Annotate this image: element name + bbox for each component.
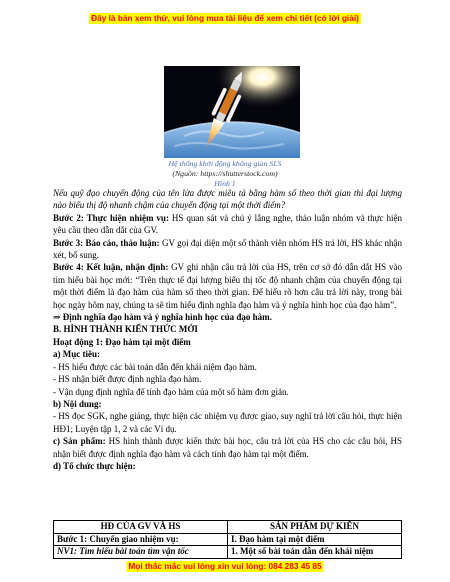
table-header: HĐ CỦA GV VÀ HS: [54, 521, 228, 534]
objectives-heading: a) Mục tiêu:: [53, 349, 100, 360]
preview-banner: Đây là bản xem thử, vui lòng mua tài liệu để xem chi tiết (có lời giải): [91, 13, 359, 23]
table-row: [54, 533, 402, 546]
step-2-text: HS quan sát và chú ý lắng nghe, thảo luận nhóm và thực hiện yêu cầu theo dẫn dắt của GV.: [53, 212, 402, 236]
rocket-illustration: [164, 66, 300, 158]
section-heading: B. HÌNH THÀNH KIẾN THỨC MỚI: [53, 324, 198, 335]
organization-heading: d) Tổ chức thực hiện:: [53, 460, 136, 471]
table-header: SẢN PHẨM DỰ KIẾN: [228, 521, 402, 534]
activity-table: [53, 520, 402, 559]
step-4: [53, 261, 402, 311]
content-heading: b) Nội dung:: [53, 398, 102, 409]
table-cell: NV1: Tìm hiểu bài toán tìm vận tốc: [54, 546, 228, 559]
step-3: [53, 237, 402, 262]
step-3-text: GV gọi đại diện một số thành viên nhóm HS trả lời, HS khác nhận xét, bổ sung.: [53, 237, 402, 261]
product: [53, 435, 402, 460]
objective-item: - Vận dụng định nghĩa để tính đạo hàm của một số hàm đơn giản.: [53, 386, 289, 397]
table-header-row: [54, 521, 402, 534]
conclusion: ⇒ Định nghĩa đạo hàm và ý nghĩa hình học của đạo hàm.: [53, 312, 272, 323]
objective-item: - HS nhận biết được định nghĩa đạo hàm.: [53, 374, 202, 385]
table-cell: 1. Một số bài toán dẫn đến khái niệm: [228, 546, 402, 559]
figure-caption-source: (Nguồn: https://shutterstock.com): [172, 169, 278, 178]
step-4-text: GV ghi nhận câu trả lời của HS, trên cơ sở đó dẫn dắt HS vào tìm hiểu bài học mới: “Trên thực tế đại lượng biểu thị tốc độ nhanh chậm của chuyển động tại một thời điểm là đạo hàm của hàm số theo thời gian. Để hiểu rõ hơn câu trả lời này, trong bài học ngày hôm nay, chúng ta sẽ tìm hiểu định nghĩa đạo hàm và ý nghĩa hình học của đạo hàm”.: [53, 262, 402, 310]
question-text: Nếu quỹ đạo chuyển động của tên lửa được miêu tả bằng hàm số theo thời gian thì đại lượng nào biểu thị độ nhanh chậm của chuyển động tại một thời điểm?: [53, 188, 402, 211]
table-row: [54, 546, 402, 559]
step-2-label: Bước 2: Thực hiện nhiệm vụ:: [53, 212, 169, 223]
objective-item: - HS hiểu được các bài toán dẫn đến khái niệm đạo hàm.: [53, 361, 257, 372]
step-4-label: Bước 4: Kết luận, nhận định:: [53, 262, 169, 273]
table-cell: Bước 1: Chuyển giao nhiệm vụ:: [54, 533, 228, 546]
contact-banner: Mọi thắc mắc vui lòng xin vui lòng: 084 283 45 85: [128, 561, 322, 571]
activity-heading: Hoạt động 1: Đạo hàm tại một điểm: [53, 336, 191, 347]
document-body: [53, 187, 402, 472]
step-3-label: Bước 3: Báo cáo, thảo luận:: [53, 237, 160, 248]
table-cell: I. Đạo hàm tại một điểm: [228, 533, 402, 546]
product-text: HS hình thành được kiến thức bài học, câu trả lời của HS cho các câu hỏi, HS nhận biết được định nghĩa đạo hàm và cách tính đạo hàm tại một điểm.: [53, 436, 402, 459]
figure-caption-label: Hình 1: [214, 179, 236, 188]
product-label: c) Sản phẩm:: [53, 436, 106, 447]
step-2: [53, 212, 402, 237]
content-text: - HS đọc SGK, nghe giảng, thực hiện các nhiệm vụ được giao, suy nghĩ trả lời câu hỏi, thực hiện HĐ1; Luyện tập 1, 2 và các Ví dụ.: [53, 411, 402, 434]
rocket-launch-image: [164, 66, 300, 158]
figure-caption-title: Hệ thống khởi động không gian SLS: [168, 159, 282, 168]
